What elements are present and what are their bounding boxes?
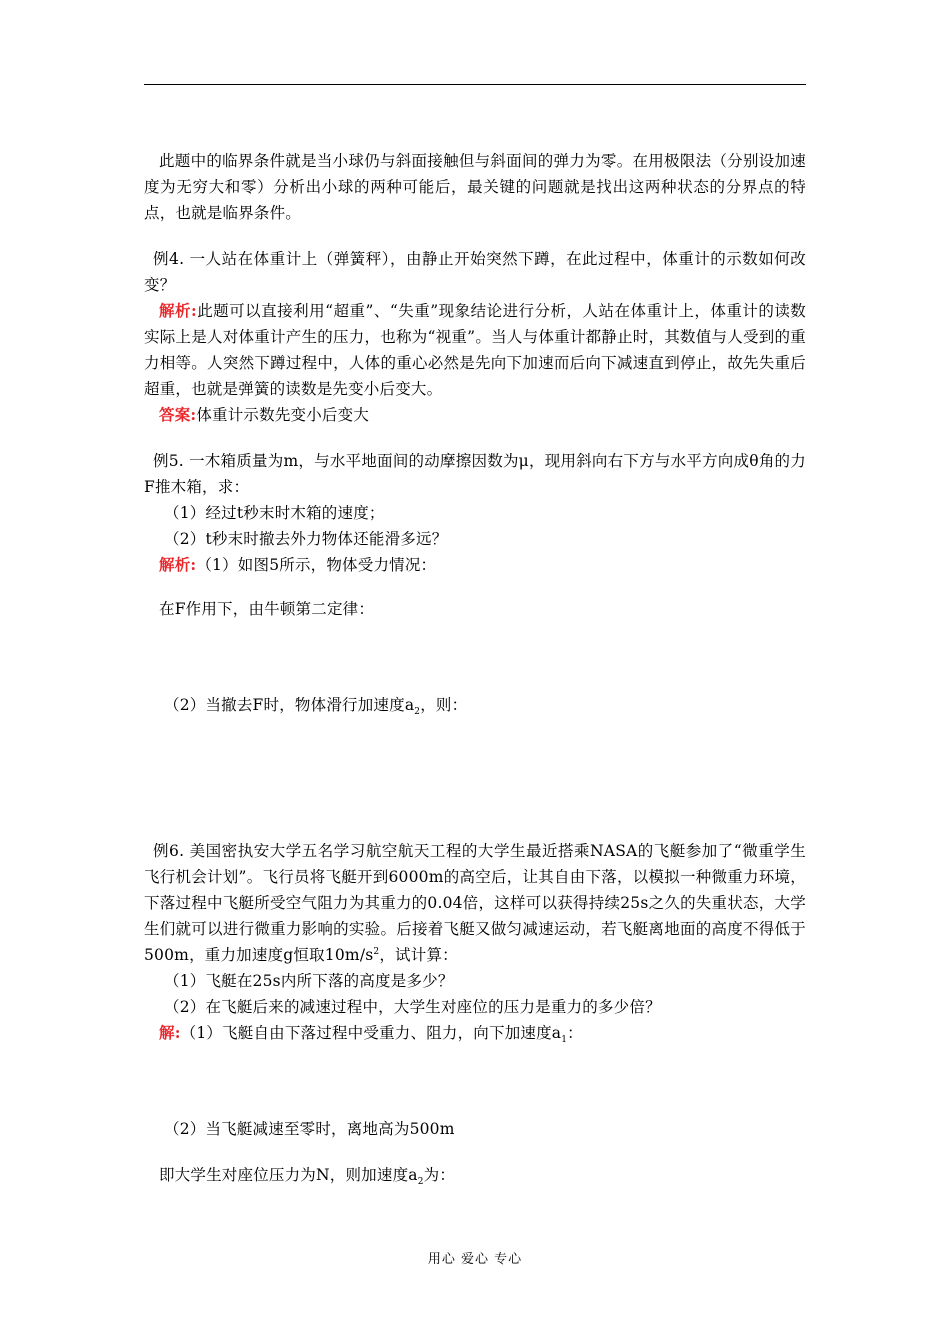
seat-suffix: 为：	[423, 1166, 456, 1184]
example-5-subquestion-2: （2）t秒末时撤去外力物体还能滑多远？	[164, 530, 448, 548]
answer-text: 体重计示数先变小后变大	[196, 406, 370, 424]
example-5-subquestion-1: （1）经过t秒末时木箱的速度；	[164, 504, 385, 522]
example-5-question: 例5. 一木箱质量为m，与水平地面间的动摩擦因数为μ，现用斜向右下方与水平方向成θ角的力F推木箱，求：	[144, 452, 806, 496]
question-text: 例6. 美国密执安大学五名学习航空航天工程的大学生最近搭乘NASA的飞艇参加了“微重学生飞行机会计划”。飞行员将飞艇开到6000m的高空后，让其自由下落，以模拟一种微重力环境，下落过程中飞艇所受空气阻力为其重力的0.04倍，这样可以获得持续25s之久的失重状态，大学生们就可以进行微重力影响的实验。后接着飞艇又做匀减速运动，若飞艇离地面的高度不得低于500m，重力加速度g恒取10m/s	[144, 842, 806, 964]
analysis-label: 解析:	[159, 555, 197, 574]
header-rule	[144, 84, 806, 85]
superscript: 2	[373, 946, 380, 957]
analysis-text: 此题可以直接利用“超重”、“失重”现象结论进行分析，人站在体重计上，体重计的读数实际上是人对体重计产生的压力，也称为“视重”。当人与体重计都静止时，其数值与人受到的重力相等。人突然下蹲过程中，人体的重心必然是先向下加速而后向下减速直到停止，故先失重后超重，也就是弹簧的读数是先变小后变大。	[144, 302, 807, 398]
answer-label: 答案:	[159, 405, 197, 424]
solution-text: （1）飞艇自由下落过程中受重力、阻力，向下加速度a	[180, 1024, 562, 1042]
example-4-question: 例4. 一人站在体重计上（弹簧秤），由静止开始突然下蹲，在此过程中，体重计的示数如何改变？	[144, 250, 806, 294]
analysis-label: 解析:	[159, 301, 197, 320]
part-2-text: （2）当撤去F时，物体滑行加速度a	[164, 696, 415, 714]
part-2-suffix: ，则：	[420, 696, 468, 714]
solution-label: 解:	[159, 1023, 181, 1042]
subscript: 2	[414, 707, 421, 718]
example-6-seat-pressure	[144, 1162, 806, 1188]
example-6-solution	[144, 1020, 806, 1046]
question-suffix: ，试计算：	[379, 946, 458, 964]
critical-condition-paragraph: 此题中的临界条件就是当小球仍与斜面接触但与斜面间的弹力为零。在用极限法（分别设加速度为无穷大和零）分析出小球的两种可能后，最关键的问题就是找出这两种状态的分界点的特点，也就是临界条件。	[144, 152, 806, 222]
example-5-analysis	[144, 552, 806, 578]
example-6-subquestion-2: （2）在飞艇后来的减速过程中，大学生对座位的压力是重力的多少倍？	[164, 998, 661, 1016]
example-5-part-2	[144, 692, 806, 718]
example-6-subquestion-1: （1）飞艇在25s内所下落的高度是多少？	[164, 972, 454, 990]
example-6-question	[144, 838, 806, 968]
example-6-part-2: （2）当飞艇减速至零时，离地高为500m	[164, 1120, 455, 1138]
subscript: 2	[417, 1177, 424, 1188]
seat-text: 即大学生对座位压力为N，则加速度a	[159, 1166, 418, 1184]
example-5-newton-law: 在F作用下，由牛顿第二定律：	[159, 600, 375, 618]
example-4-analysis	[144, 298, 806, 402]
analysis-text: （1）如图5所示，物体受力情况：	[196, 556, 437, 574]
page-footer: 用心 爱心 专心	[427, 1252, 523, 1267]
subscript: 1	[561, 1035, 568, 1046]
example-4-answer	[144, 402, 806, 428]
solution-suffix: ：	[567, 1024, 583, 1042]
document-body	[144, 148, 806, 1188]
